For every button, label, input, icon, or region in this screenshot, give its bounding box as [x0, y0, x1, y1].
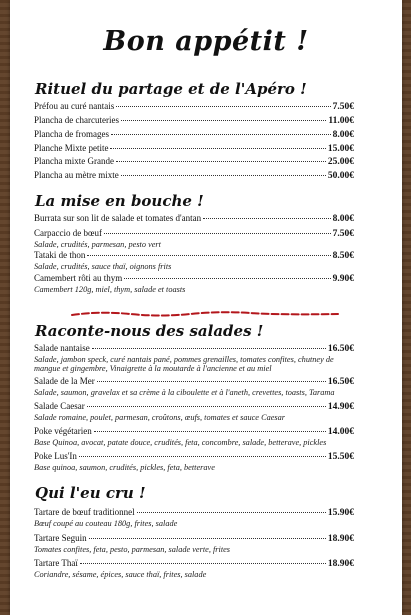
menu-item: [34, 376, 354, 397]
item-name: Tartare Seguin: [34, 533, 87, 543]
item-name: Plancha au mètre mixte: [34, 170, 119, 180]
decorative-divider: [70, 310, 340, 318]
menu-item: [34, 401, 354, 422]
menu-item: [34, 426, 354, 447]
section-title-salades: Raconte-nous des salades !: [35, 322, 264, 340]
item-price: 8.00€: [332, 130, 354, 140]
menu-item: [34, 250, 354, 271]
menu-item: [34, 343, 354, 373]
item-description: Base Quinoa, avocat, patate douce, crudités, feta, concombre, salade, betterave, pickles: [34, 438, 327, 447]
menu-item: [34, 101, 354, 113]
item-name: Plancha mixte Grande: [34, 156, 114, 166]
item-description: Salade, crudités, parmesan, pesto vert: [34, 240, 161, 249]
item-price: 11.00€: [328, 116, 354, 126]
menu-item: [34, 273, 354, 294]
menu-item: [34, 228, 354, 249]
item-name: Tartare de bœuf traditionnel: [34, 507, 135, 517]
page-title: Bon appétit !: [103, 26, 309, 57]
item-name: Camembert rôti au thym: [34, 273, 123, 283]
menu-item: [34, 507, 354, 528]
item-name: Plancha de charcuteries: [34, 115, 119, 125]
menu-item: [34, 115, 354, 127]
item-name: Plancha de fromages: [34, 129, 109, 139]
item-name: Poke Lus'In: [34, 451, 77, 461]
item-name: Burrata sur son lit de salade et tomates d'antan: [34, 213, 202, 223]
item-price: 25.00€: [327, 157, 354, 167]
section-title-apero: Rituel du partage et de l'Apéro !: [35, 80, 307, 98]
item-name: Planche Mixte petite: [34, 143, 109, 153]
item-price: 8.50€: [332, 251, 354, 261]
item-name: Poke végétarien: [34, 426, 92, 436]
menu-item: [34, 451, 354, 472]
item-description: Salade, saumon, gravelax et sa crème à la ciboulette et à l'aneth, crevettes, toasts, Tarama: [34, 388, 335, 397]
item-name: Carpaccio de bœuf: [34, 228, 102, 238]
item-description: Camembert 120g, miel, thym, salade et toasts: [34, 285, 186, 294]
item-price: 9.90€: [332, 274, 354, 284]
item-price: 16.50€: [327, 344, 354, 354]
menu-item: [34, 156, 354, 168]
item-price: 15.50€: [327, 452, 354, 462]
item-description: Salade, jambon speck, curé nantais pané, pommes grenailles, tomates confites, chutney de mangue et gingembre, Vinaigrette à la moutarde à l'ancienne et au miel: [34, 355, 334, 373]
menu-page: [10, 0, 402, 615]
item-description: Salade romaine, poulet, parmesan, croûtons, œufs, tomates et sauce Caesar: [34, 413, 286, 422]
item-description: Salade, crudités, sauce thaï, oignons frits: [34, 262, 172, 271]
item-name: Salade nantaise: [34, 343, 90, 353]
item-name: Salade de la Mer: [34, 376, 95, 386]
menu-item: [34, 533, 354, 554]
item-description: Tomates confites, feta, pesto, parmesan, salade verte, frites: [34, 545, 231, 554]
item-price: 14.90€: [327, 402, 354, 412]
menu-item: [34, 213, 354, 225]
item-price: 7.50€: [332, 229, 354, 239]
item-price: 18.90€: [327, 534, 354, 544]
item-price: 50.00€: [327, 171, 354, 181]
menu-item: [34, 558, 354, 579]
menu-item: [34, 143, 354, 155]
section-title-mise-en-bouche: La mise en bouche !: [35, 192, 204, 210]
item-price: 14.00€: [327, 427, 354, 437]
item-name: Tartare Thaï: [34, 558, 78, 568]
item-price: 15.00€: [327, 144, 354, 154]
item-price: 7.50€: [332, 102, 354, 112]
item-description: Base quinoa, saumon, crudités, pickles, feta, betterave: [34, 463, 215, 472]
section-title-tartares: Qui l'eu cru !: [35, 484, 146, 502]
item-name: Préfou au curé nantais: [34, 101, 115, 111]
item-price: 8.00€: [332, 214, 354, 224]
item-description: Bœuf coupé au couteau 180g, frites, salade: [34, 519, 178, 528]
item-description: Coriandre, sésame, épices, sauce thaï, frites, salade: [34, 570, 207, 579]
item-price: 18.90€: [327, 559, 354, 569]
item-price: 16.50€: [327, 377, 354, 387]
item-name: Salade Caesar: [34, 401, 85, 411]
menu-item: [34, 129, 354, 141]
item-price: 15.90€: [327, 508, 354, 518]
menu-item: [34, 170, 354, 182]
item-name: Tataki de thon: [34, 250, 86, 260]
